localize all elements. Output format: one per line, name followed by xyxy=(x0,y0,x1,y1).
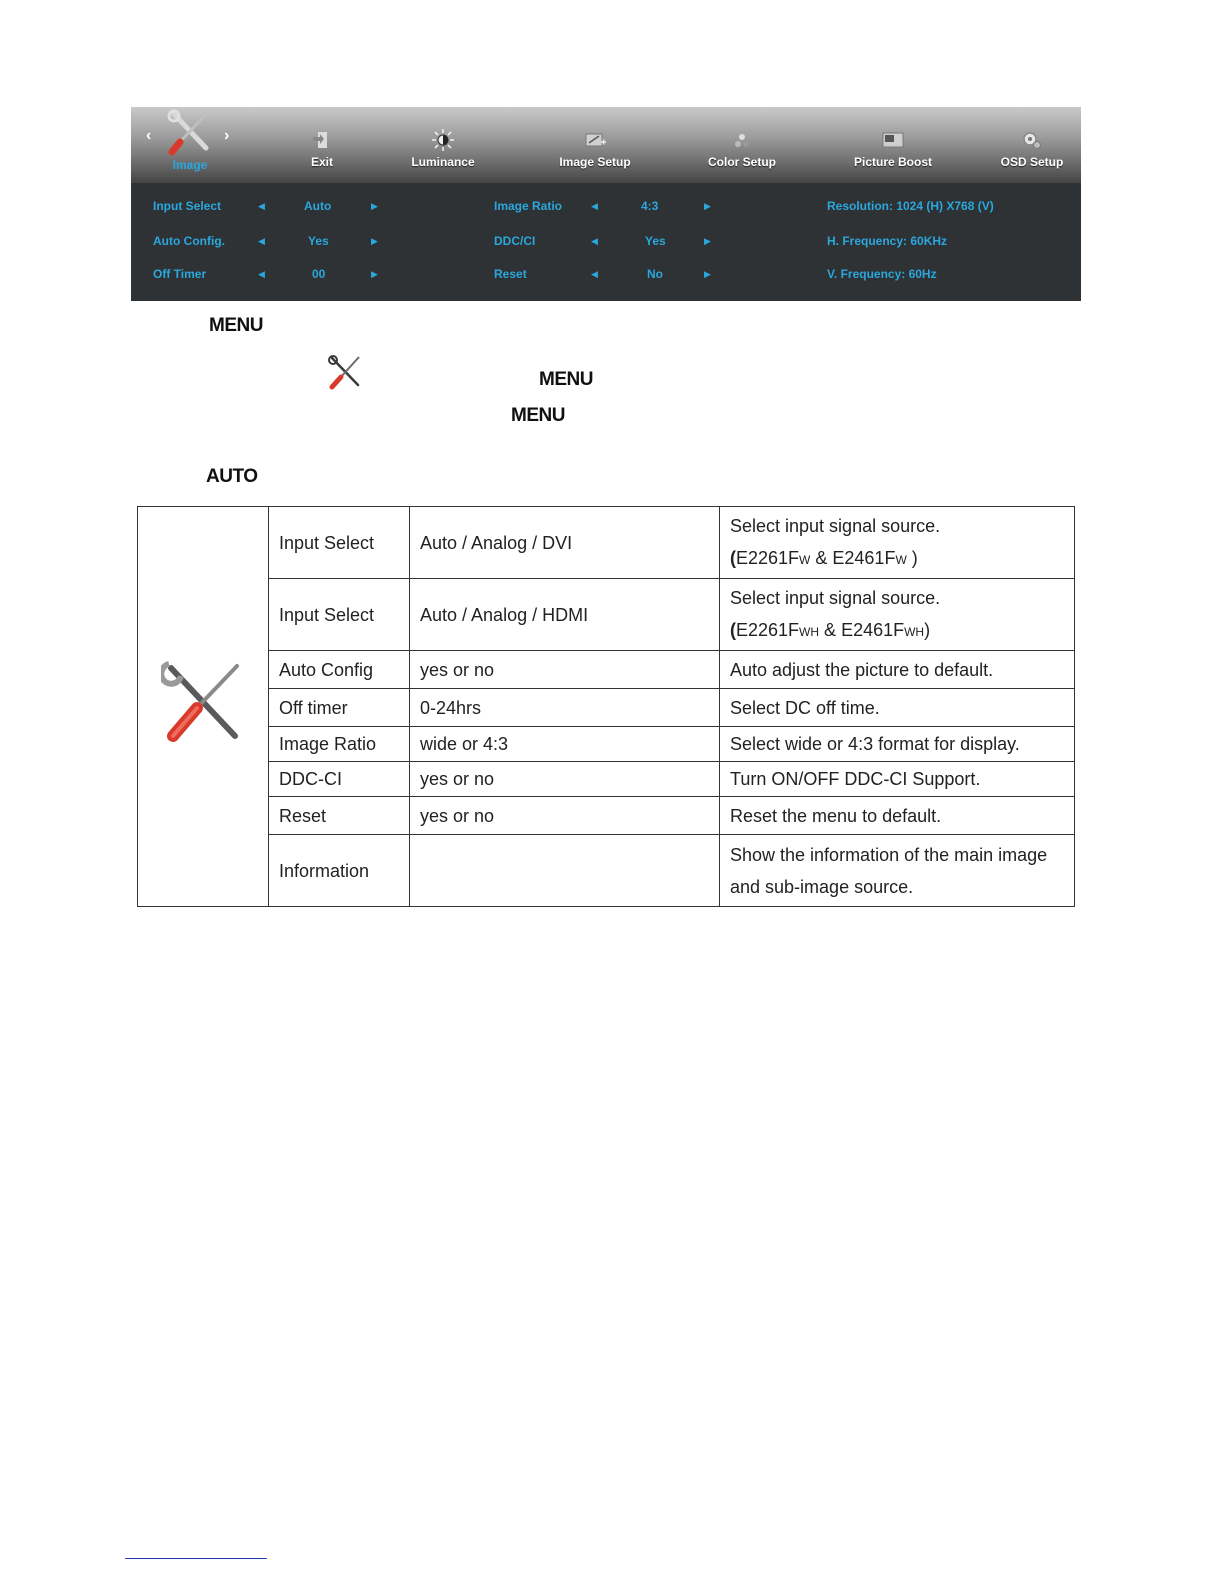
osd-item-label[interactable]: Reset xyxy=(494,267,527,281)
exit-icon xyxy=(310,129,334,151)
footnote-separator xyxy=(125,1558,267,1559)
model-separator: & xyxy=(819,619,842,640)
triangle-right-icon[interactable]: ▶ xyxy=(704,236,711,246)
triangle-left-icon[interactable]: ◀ xyxy=(591,236,598,246)
table-row xyxy=(138,835,1075,907)
table-cell-desc xyxy=(720,579,1075,651)
table-cell-item: Input Select xyxy=(269,579,410,651)
table-cell-item: Input Select xyxy=(269,507,410,579)
table-cell-options: Auto / Analog / DVI xyxy=(410,507,720,579)
osd-tab-bar xyxy=(131,107,1081,183)
osd-item-value: Auto xyxy=(304,199,332,213)
osd-item-value: Yes xyxy=(645,234,666,248)
osd-tab-image-setup[interactable] xyxy=(551,107,639,183)
triangle-right-icon[interactable]: ▶ xyxy=(371,269,378,279)
chevron-right-icon: › xyxy=(224,127,230,144)
table-cell-desc xyxy=(720,507,1075,579)
model-name: E2261F xyxy=(736,547,800,568)
osd-item-value: 4:3 xyxy=(641,199,659,213)
osd-item-value: 00 xyxy=(312,267,326,281)
osd-item-label[interactable]: Input Select xyxy=(153,199,222,213)
triangle-right-icon[interactable]: ▶ xyxy=(371,236,378,246)
model-name: E2461F xyxy=(841,619,905,640)
table-cell-item: Reset xyxy=(269,797,410,835)
triangle-right-icon[interactable]: ▶ xyxy=(371,201,378,211)
model-suffix: W xyxy=(895,552,907,567)
table-row xyxy=(138,507,1075,579)
osd-item-value: No xyxy=(647,267,663,281)
table-cell-desc: Select wide or 4:3 format for display. xyxy=(720,727,1075,762)
chevron-left-icon: ‹ xyxy=(146,127,152,144)
osd-tab-label: Color Setup xyxy=(708,155,776,169)
desc-line: Select input signal source. xyxy=(730,515,941,536)
table-cell-options: yes or no xyxy=(410,651,720,689)
table-cell-options xyxy=(410,835,720,907)
osd-tab-label: Image Setup xyxy=(559,155,631,169)
table-row xyxy=(138,579,1075,651)
table-cell-desc xyxy=(720,835,1075,907)
osd-tab-label: Image xyxy=(172,158,208,172)
triangle-left-icon[interactable]: ◀ xyxy=(591,269,598,279)
color-setup-icon xyxy=(730,129,754,151)
triangle-right-icon[interactable]: ▶ xyxy=(704,269,711,279)
osd-content xyxy=(131,183,1081,301)
desc-line: and sub-image source. xyxy=(730,876,914,897)
osd-info-resolution: Resolution: 1024 (H) X768 (V) xyxy=(827,199,994,213)
desc-line: Show the information of the main image xyxy=(730,844,1048,865)
table-cell-options: 0-24hrs xyxy=(410,689,720,727)
osd-tab-label: Picture Boost xyxy=(853,155,932,169)
osd-item-label[interactable]: Off Timer xyxy=(153,267,207,281)
osd-item-label[interactable]: DDC/CI xyxy=(494,234,536,248)
table-row xyxy=(138,651,1075,689)
model-name: E2461F xyxy=(832,547,896,568)
step-menu-key: MENU xyxy=(539,369,593,390)
table-row xyxy=(138,727,1075,762)
model-separator: & xyxy=(810,547,833,568)
triangle-left-icon[interactable]: ◀ xyxy=(591,201,598,211)
osd-item-value: Yes xyxy=(308,234,329,248)
table-row xyxy=(138,797,1075,835)
table-cell-desc: Reset the menu to default. xyxy=(720,797,1075,835)
osd-info-v-frequency: V. Frequency: 60Hz xyxy=(827,267,937,281)
tools-icon xyxy=(166,108,214,156)
model-suffix: W xyxy=(799,552,811,567)
tools-icon xyxy=(327,354,363,390)
osd-tab-label: OSD Setup xyxy=(1000,155,1064,169)
osd-item-label[interactable]: Auto Config. xyxy=(153,234,225,248)
step-auto-key: AUTO xyxy=(206,466,258,487)
desc-line: Select input signal source. xyxy=(730,587,941,608)
triangle-left-icon[interactable]: ◀ xyxy=(258,236,265,246)
osd-tab-luminance[interactable] xyxy=(403,107,483,183)
table-icon-cell xyxy=(138,507,269,907)
desc-models: (E2261FW & E2461FW ) xyxy=(730,547,918,568)
table-cell-desc: Auto adjust the picture to default. xyxy=(720,651,1075,689)
osd-tab-label: Exit xyxy=(310,155,333,169)
table-cell-item: Off timer xyxy=(269,689,410,727)
table-cell-desc: Select DC off time. xyxy=(720,689,1075,727)
model-name: E2261F xyxy=(736,619,800,640)
model-suffix: WH xyxy=(904,624,925,639)
step-menu-key: MENU xyxy=(209,315,263,336)
tools-icon xyxy=(161,660,245,744)
table-cell-options: Auto / Analog / HDMI xyxy=(410,579,720,651)
osd-tab-image[interactable] xyxy=(157,107,223,183)
table-row xyxy=(138,762,1075,797)
osd-info-h-frequency: H. Frequency: 60KHz xyxy=(827,234,948,248)
osd-menu-screenshot xyxy=(131,107,1081,301)
table-cell-item: Information xyxy=(269,835,410,907)
osd-tab-color-setup[interactable] xyxy=(701,107,783,183)
osd-tab-exit[interactable] xyxy=(291,107,353,183)
osd-item-label[interactable]: Image Ratio xyxy=(494,199,563,213)
table-cell-item: DDC-CI xyxy=(269,762,410,797)
table-cell-options: yes or no xyxy=(410,797,720,835)
triangle-left-icon[interactable]: ◀ xyxy=(258,201,265,211)
triangle-right-icon[interactable]: ▶ xyxy=(704,201,711,211)
osd-tab-picture-boost[interactable] xyxy=(845,107,941,183)
sun-icon xyxy=(431,129,455,151)
osd-setup-icon xyxy=(1020,129,1044,151)
table-cell-options: yes or no xyxy=(410,762,720,797)
osd-tab-label: Luminance xyxy=(411,155,475,169)
table-cell-item: Image Ratio xyxy=(269,727,410,762)
table-cell-item: Auto Config xyxy=(269,651,410,689)
function-table xyxy=(137,506,1075,907)
model-suffix: WH xyxy=(799,624,820,639)
step-menu-key: MENU xyxy=(511,405,565,426)
triangle-left-icon[interactable]: ◀ xyxy=(258,269,265,279)
image-setup-icon xyxy=(583,129,607,151)
table-row xyxy=(138,689,1075,727)
desc-models: (E2261FWH & E2461FWH) xyxy=(730,619,931,640)
table-cell-options: wide or 4:3 xyxy=(410,727,720,762)
table-cell-desc: Turn ON/OFF DDC-CI Support. xyxy=(720,762,1075,797)
picture-boost-icon xyxy=(881,129,905,151)
osd-tab-osd-setup[interactable] xyxy=(993,107,1071,183)
